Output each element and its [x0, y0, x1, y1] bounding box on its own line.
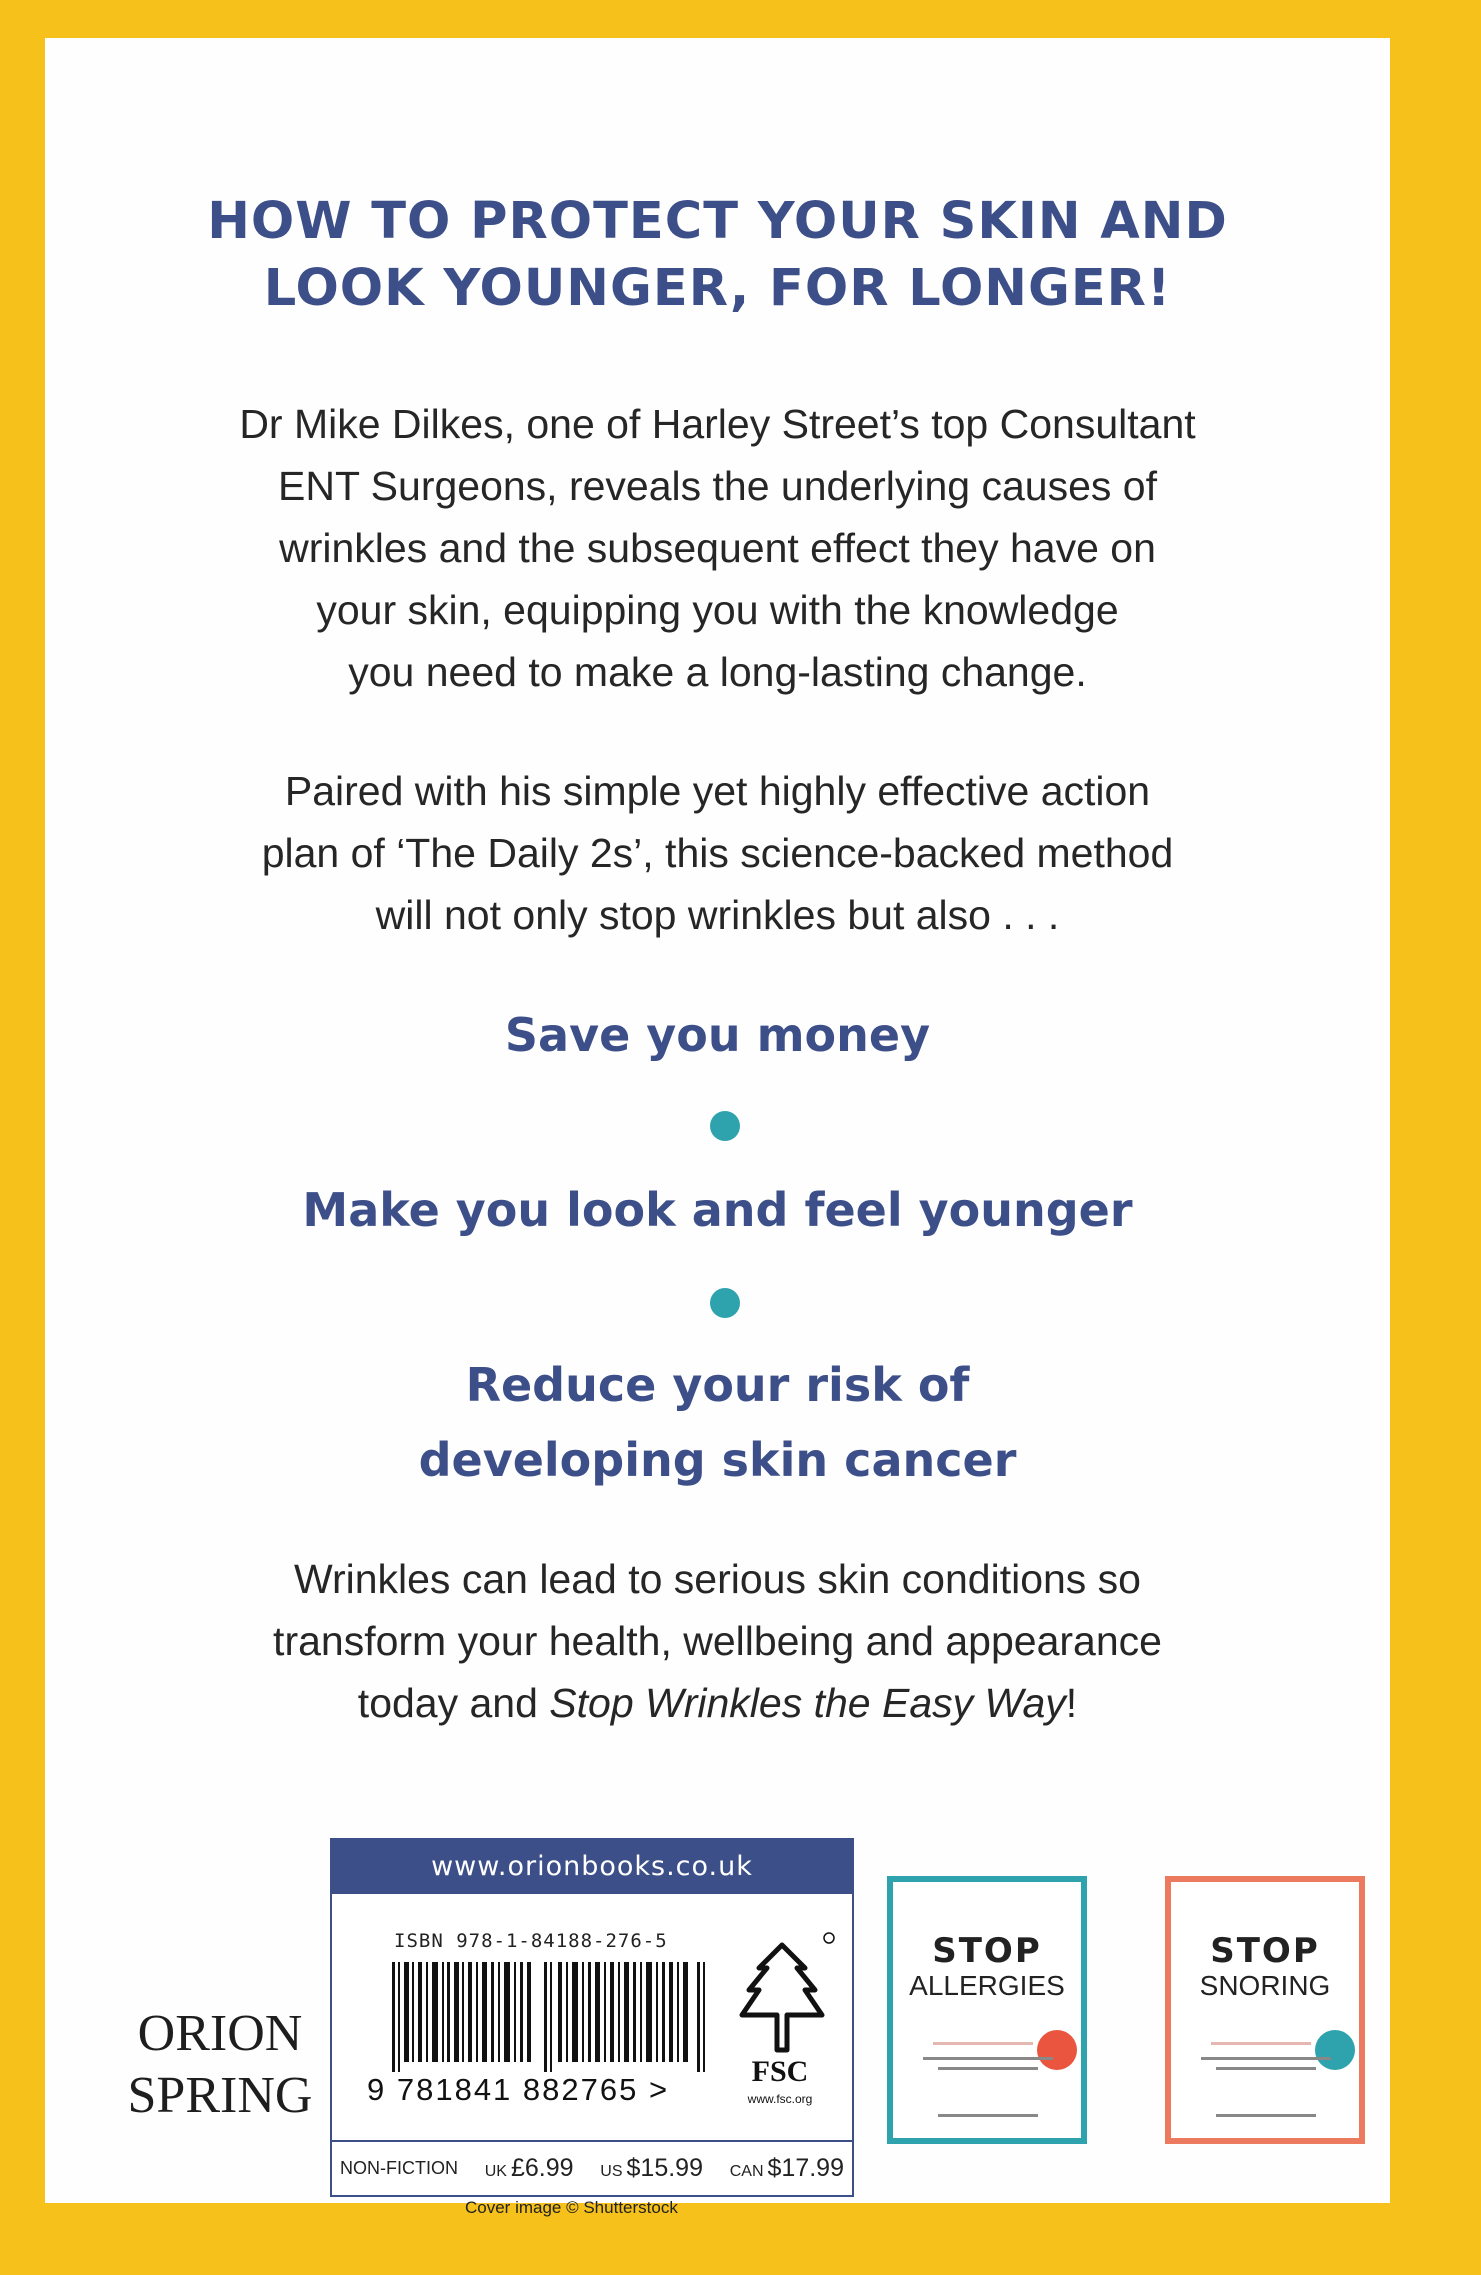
barcode-digits: 9 781841 882765 > — [367, 2072, 670, 2107]
method-paragraph — [45, 760, 1390, 946]
easy-way-badge-icon — [1315, 2030, 1355, 2070]
benefit-reduce-cancer-risk — [45, 1348, 1390, 1498]
benefit-line: developing skin cancer — [418, 1433, 1017, 1487]
related-book-title: SNORING — [1199, 1970, 1331, 2001]
cover-credit: Cover image © Shutterstock — [465, 2198, 678, 2217]
fine-print — [1201, 2057, 1331, 2060]
benefit-line: Reduce your risk of — [465, 1358, 970, 1412]
easy-way-badge-icon — [1037, 2030, 1077, 2070]
intro-paragraph — [45, 393, 1390, 703]
publisher-logo: ORION SPRING — [127, 2005, 313, 2124]
fine-print — [923, 2057, 1053, 2060]
intro-line: Dr Mike Dilkes, one of Harley Street’s top Consultant — [239, 401, 1196, 447]
fine-print — [938, 2067, 1038, 2070]
fsc-url: www.fsc.org — [747, 2092, 813, 2106]
related-book-stop: STOP — [932, 1931, 1042, 1971]
intro-line: ENT Surgeons, reveals the underlying causes of — [278, 463, 1157, 509]
method-line: plan of ‘The Daily 2s’, this science-backed method — [261, 830, 1174, 876]
related-book-stop: STOP — [1210, 1931, 1320, 1971]
closing-paragraph — [45, 1548, 1390, 1734]
closing-line: Wrinkles can lead to serious skin conditions so — [294, 1556, 1141, 1602]
intro-line: your skin, equipping you with the knowledge — [316, 587, 1119, 633]
closing-line: transform your health, wellbeing and appearance — [273, 1618, 1162, 1664]
closing-line: today and Stop Wrinkles the Easy Way! — [357, 1680, 1078, 1726]
publisher-url[interactable]: www.orionbooks.co.uk — [332, 1840, 852, 1894]
bullet-dot — [710, 1288, 740, 1318]
headline-line-1: HOW TO PROTECT YOUR SKIN AND — [207, 192, 1228, 251]
headline — [45, 188, 1390, 322]
fine-print — [1216, 2114, 1316, 2117]
headline-line-2: LOOK YOUNGER, FOR LONGER! — [263, 259, 1172, 318]
fine-print — [1216, 2067, 1316, 2070]
benefit-save-money: Save you money — [504, 1008, 931, 1062]
fine-print — [938, 2114, 1038, 2117]
price-row — [332, 2140, 852, 2195]
related-book-title: ALLERGIES — [909, 1970, 1065, 2001]
category-label: NON-FICTION — [340, 2158, 458, 2178]
decorative-rule — [1211, 2042, 1311, 2045]
method-line: Paired with his simple yet highly effective action — [284, 768, 1151, 814]
can-price: CAN $17.99 — [729, 2154, 844, 2182]
decorative-rule — [933, 2042, 1033, 2045]
method-line: will not only stop wrinkles but also . . . — [375, 892, 1060, 938]
uk-price: UK £6.99 — [484, 2154, 574, 2182]
related-book-allergies[interactable] — [887, 1876, 1087, 2144]
fsc-label: FSC — [751, 2055, 809, 2088]
intro-line: you need to make a long-lasting change. — [348, 649, 1087, 695]
barcode-icon — [392, 1962, 712, 2072]
barcode-panel — [330, 1838, 854, 2197]
intro-line: wrinkles and the subsequent effect they have on — [279, 525, 1156, 571]
book-title: Stop Wrinkles the Easy Way — [549, 1680, 1066, 1726]
bullet-dot — [710, 1111, 740, 1141]
back-cover — [45, 38, 1390, 2217]
us-price: US $15.99 — [600, 2154, 703, 2182]
isbn-text: ISBN 978-1-84188-276-5 — [394, 1930, 668, 1952]
benefit-look-younger: Make you look and feel younger — [302, 1183, 1133, 1237]
related-book-snoring[interactable] — [1165, 1876, 1365, 2144]
